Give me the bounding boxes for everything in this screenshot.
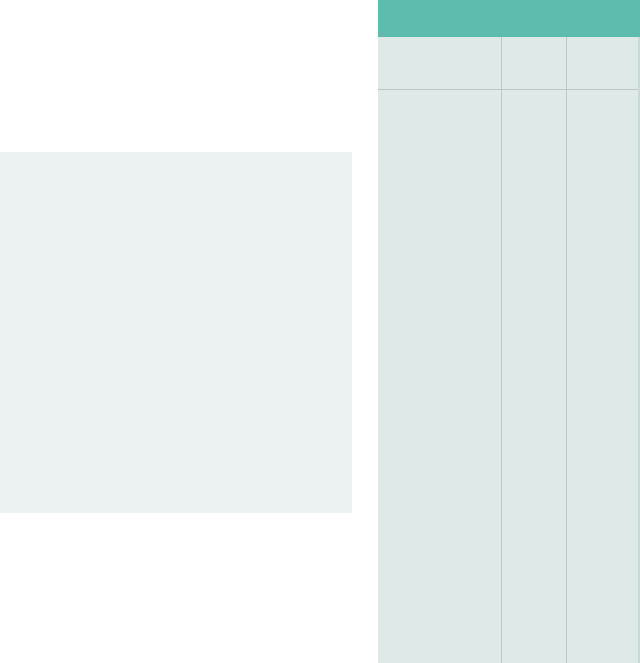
ingredients-panel [0,152,352,513]
table-column-header [378,37,638,90]
nutrition-table [378,37,638,663]
nutrition-title [378,0,640,37]
column-divider [501,37,502,663]
nutrition-panel [378,0,640,663]
column-divider [566,37,567,663]
